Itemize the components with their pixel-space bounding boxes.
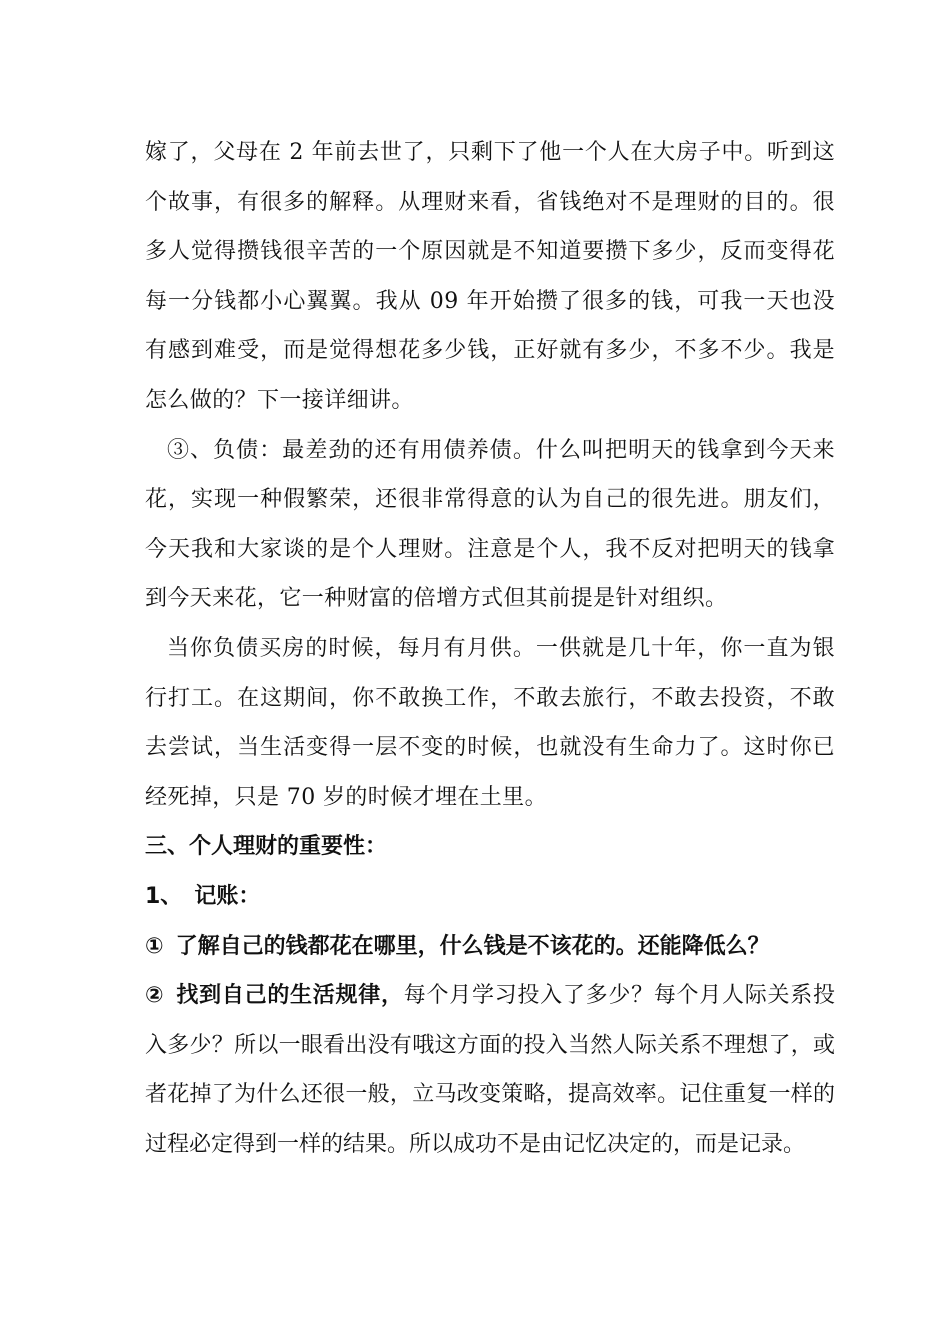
sub-item-1 [145,922,835,972]
list-item-label: 记账： [194,883,261,909]
circled-number-2: ② [145,983,164,1009]
sub-item-2 [145,971,835,1169]
list-item-number: 1、 [145,883,183,909]
list-item-bookkeeping [145,872,835,922]
paragraph-mortgage: 当你负债买房的时候，每月有月供。一供就是几十年，你一直为银行打工。在这期间，你不敢换工作，不敢去旅行，不敢去投资，不敢去尝试，当生活变得一层不变的时候，也就没有生命力了。这时你已经死掉，只是 70 岁的时候才埋在土里。 [145,635,835,810]
sub-item-1-text: 了解自己的钱都花在哪里，什么钱是不该花的。还能降低么？ [175,933,770,959]
sub-item-2-bold-text: 找到自己的生活规律， [175,983,404,1009]
paragraph-continuation: 嫁了，父母在 2 年前去世了，只剩下了他一个人在大房子中。听到这个故事，有很多的解释。从理财来看，省钱绝对不是理财的目的。很多人觉得攒钱很辛苦的一个原因就是不知道要攒下多少，反而变得花每一分钱都小心翼翼。我从 09 年开始攒了很多的钱，可我一天也没有感到难受，而是觉得想花多少钱，正好就有多少，不多不少。我是怎么做的？下一接详细讲。 [145,140,835,413]
sub-item-2-text: 每个月学习投入了多少？每个月人际关系投入多少？所以一眼看出没有哦这方面的投入当然人际关系不理想了，或者花掉了为什么还很一般，立马改变策略，提高效率。记住重复一样的过程必定得到一样的结果。所以成功不是由记忆决定的，而是记录。 [145,983,835,1157]
section-heading: 三、个人理财的重要性： [145,834,388,860]
circled-number-1: ① [145,933,164,959]
paragraph-debt: ③、负债：最差劲的还有用债养债。什么叫把明天的钱拿到今天来花，实现一种假繁荣，还很非常得意的认为自己的很先进。朋友们，今天我和大家谈的是个人理财。注意是个人，我不反对把明天的钱拿到今天来花，它一种财富的倍增方式但其前提是针对组织。 [145,437,835,612]
document-body [145,128,835,1169]
